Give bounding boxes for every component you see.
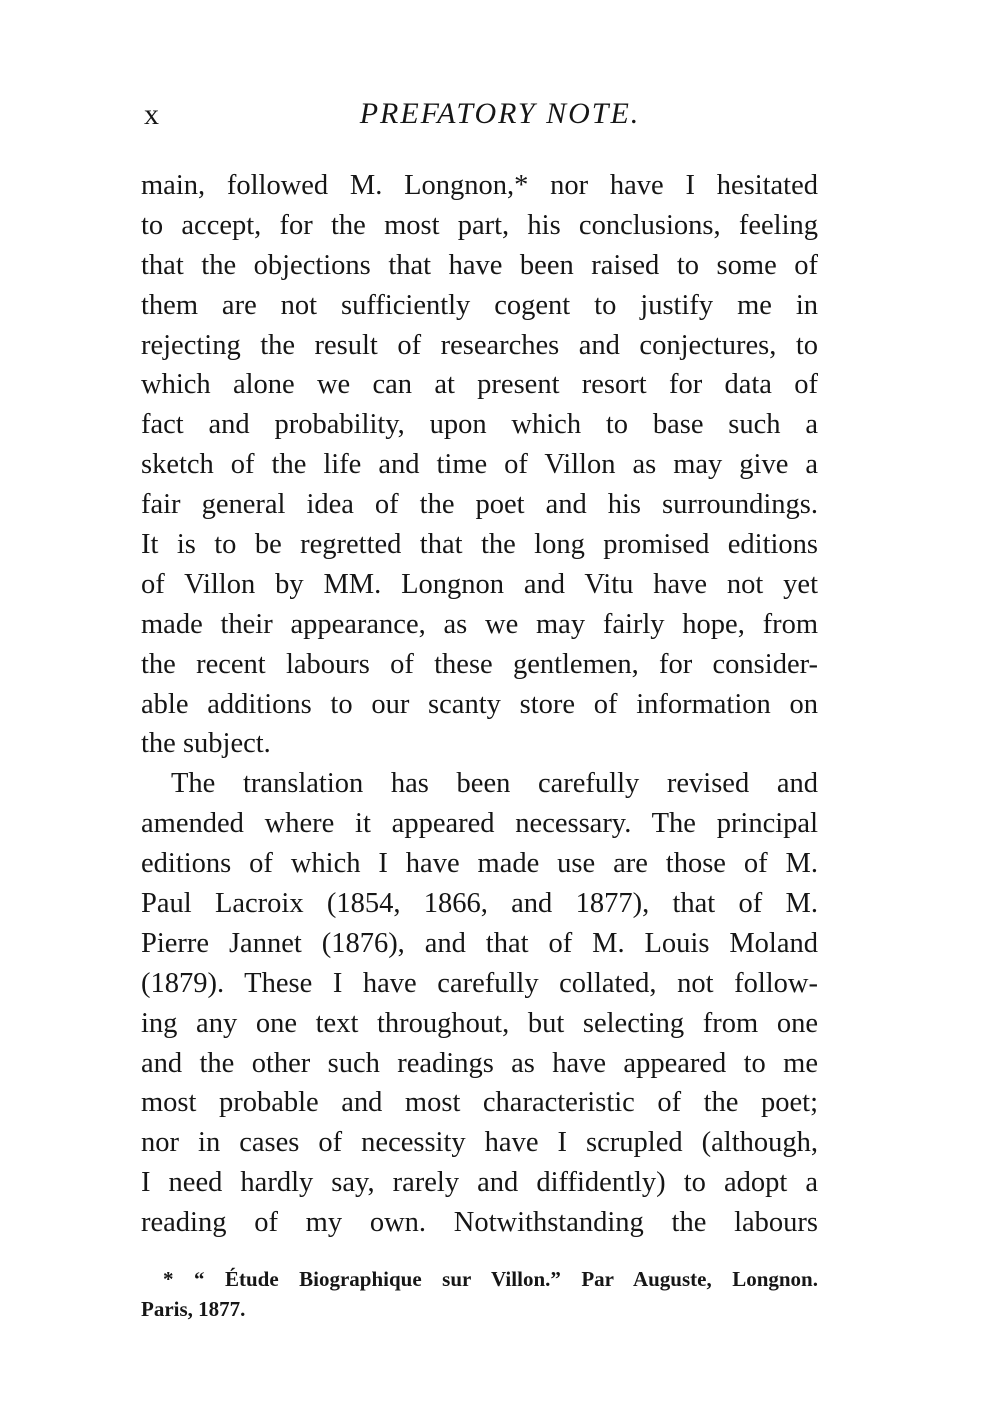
text-line: them are not sufficiently cogent to justify me in [141,289,818,321]
text-line: (1879). These I have carefully collated, not follow- [141,967,818,999]
text-line: reading of my own. Notwithstanding the labours [141,1207,818,1239]
page-number: x [144,98,159,131]
text-line: fair general idea of the poet and his surroundings. [141,489,818,521]
text-line: editions of which I have made use are those of M. [141,848,818,880]
text-line: which alone we can at present resort for data of [141,369,818,401]
text-line: main, followed M. Longnon,* nor have I hesitated [141,170,818,201]
text-line: sketch of the life and time of Villon as may give a [141,449,818,481]
text-line: to accept, for the most part, his conclusions, feeling [141,209,818,241]
running-head: PREFATORY NOTE. [359,97,641,130]
text-line: The translation has been carefully revised and [171,768,818,800]
text-line: most probable and most characteristic of the poet; [141,1087,818,1119]
text-line: Pierre Jannet (1876), and that of M. Louis Moland [141,927,818,959]
text-line: of Villon by MM. Longnon and Vitu have not yet [141,568,818,600]
text-line: I need hardly say, rarely and diffidently) to adopt a [141,1167,818,1199]
footnote-line: * “ Étude Biographique sur Villon.” Par Auguste, Longnon. [163,1267,818,1291]
page-header [140,96,820,136]
text-line: Paul Lacroix (1854, 1866, and 1877), that of M. [141,888,818,920]
text-line: ing any one text throughout, but selecting from one [141,1007,818,1039]
text-line: It is to be regretted that the long promised editions [141,529,818,561]
text-line: nor in cases of necessity have I scrupled (although, [141,1127,818,1159]
text-line: amended where it appeared necessary. The principal [141,808,818,840]
text-line: that the objections that have been raised to some of [141,249,818,281]
text-line: made their appearance, as we may fairly hope, from [141,608,818,640]
text-line: and the other such readings as have appeared to me [141,1047,818,1079]
footnote-line: Paris, 1877. [141,1297,246,1321]
text-line: the subject. [141,728,271,760]
text-line: the recent labours of these gentlemen, for consider- [141,648,818,680]
text-line: fact and probability, upon which to base such a [141,409,818,441]
text-line: rejecting the result of researches and conjectures, to [141,329,818,361]
body-text [141,166,818,1243]
footnote [141,1264,818,1324]
text-line: able additions to our scanty store of information on [141,688,818,720]
